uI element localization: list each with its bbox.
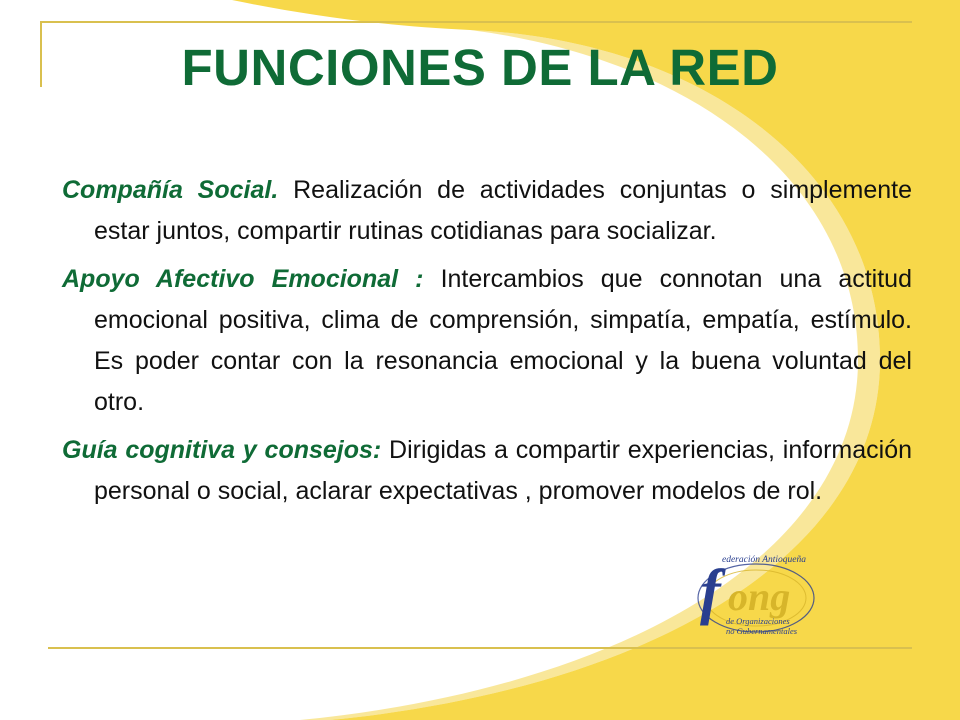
logo-tagline-bottom-1: de Organizaciones xyxy=(726,616,790,626)
paragraph-apoyo-afectivo xyxy=(62,259,912,423)
text-guia-cognitiva: Dirigidas a compartir experiencias, información personal o social, aclarar expectativas , promover modelos de rol. xyxy=(94,436,912,505)
term-compania-social: Compañía Social. xyxy=(62,176,279,204)
term-apoyo-afectivo: Apoyo Afectivo Emocional : xyxy=(62,265,424,293)
logo-tagline-top: ederación Antioqueña xyxy=(722,555,806,565)
slide-title: FUNCIONES DE LA RED xyxy=(181,39,779,96)
term-guia-cognitiva: Guía cognitiva y consejos: xyxy=(62,436,382,464)
logo-ong-letters: ong xyxy=(728,574,791,619)
paragraph-guia-cognitiva xyxy=(62,430,912,512)
frame-top-line xyxy=(40,21,912,23)
text-compania-social: Realización de actividades conjuntas o simplemente estar juntos, compartir rutinas cotidianas para socializar. xyxy=(94,176,912,245)
logo-f-letter: f xyxy=(700,558,721,626)
paragraph-compania-social xyxy=(62,170,912,252)
slide-content xyxy=(62,170,912,519)
fong-logo xyxy=(692,540,822,644)
frame-bottom-line xyxy=(48,647,912,649)
logo-tagline-bottom-2: no Gubernamentales xyxy=(726,626,798,636)
text-apoyo-afectivo: Intercambios que connotan una actitud emocional positiva, clima de comprensión, simpatía, empatía, estímulo. Es poder contar con la resonancia emocional y la buena voluntad del otro. xyxy=(94,265,912,416)
